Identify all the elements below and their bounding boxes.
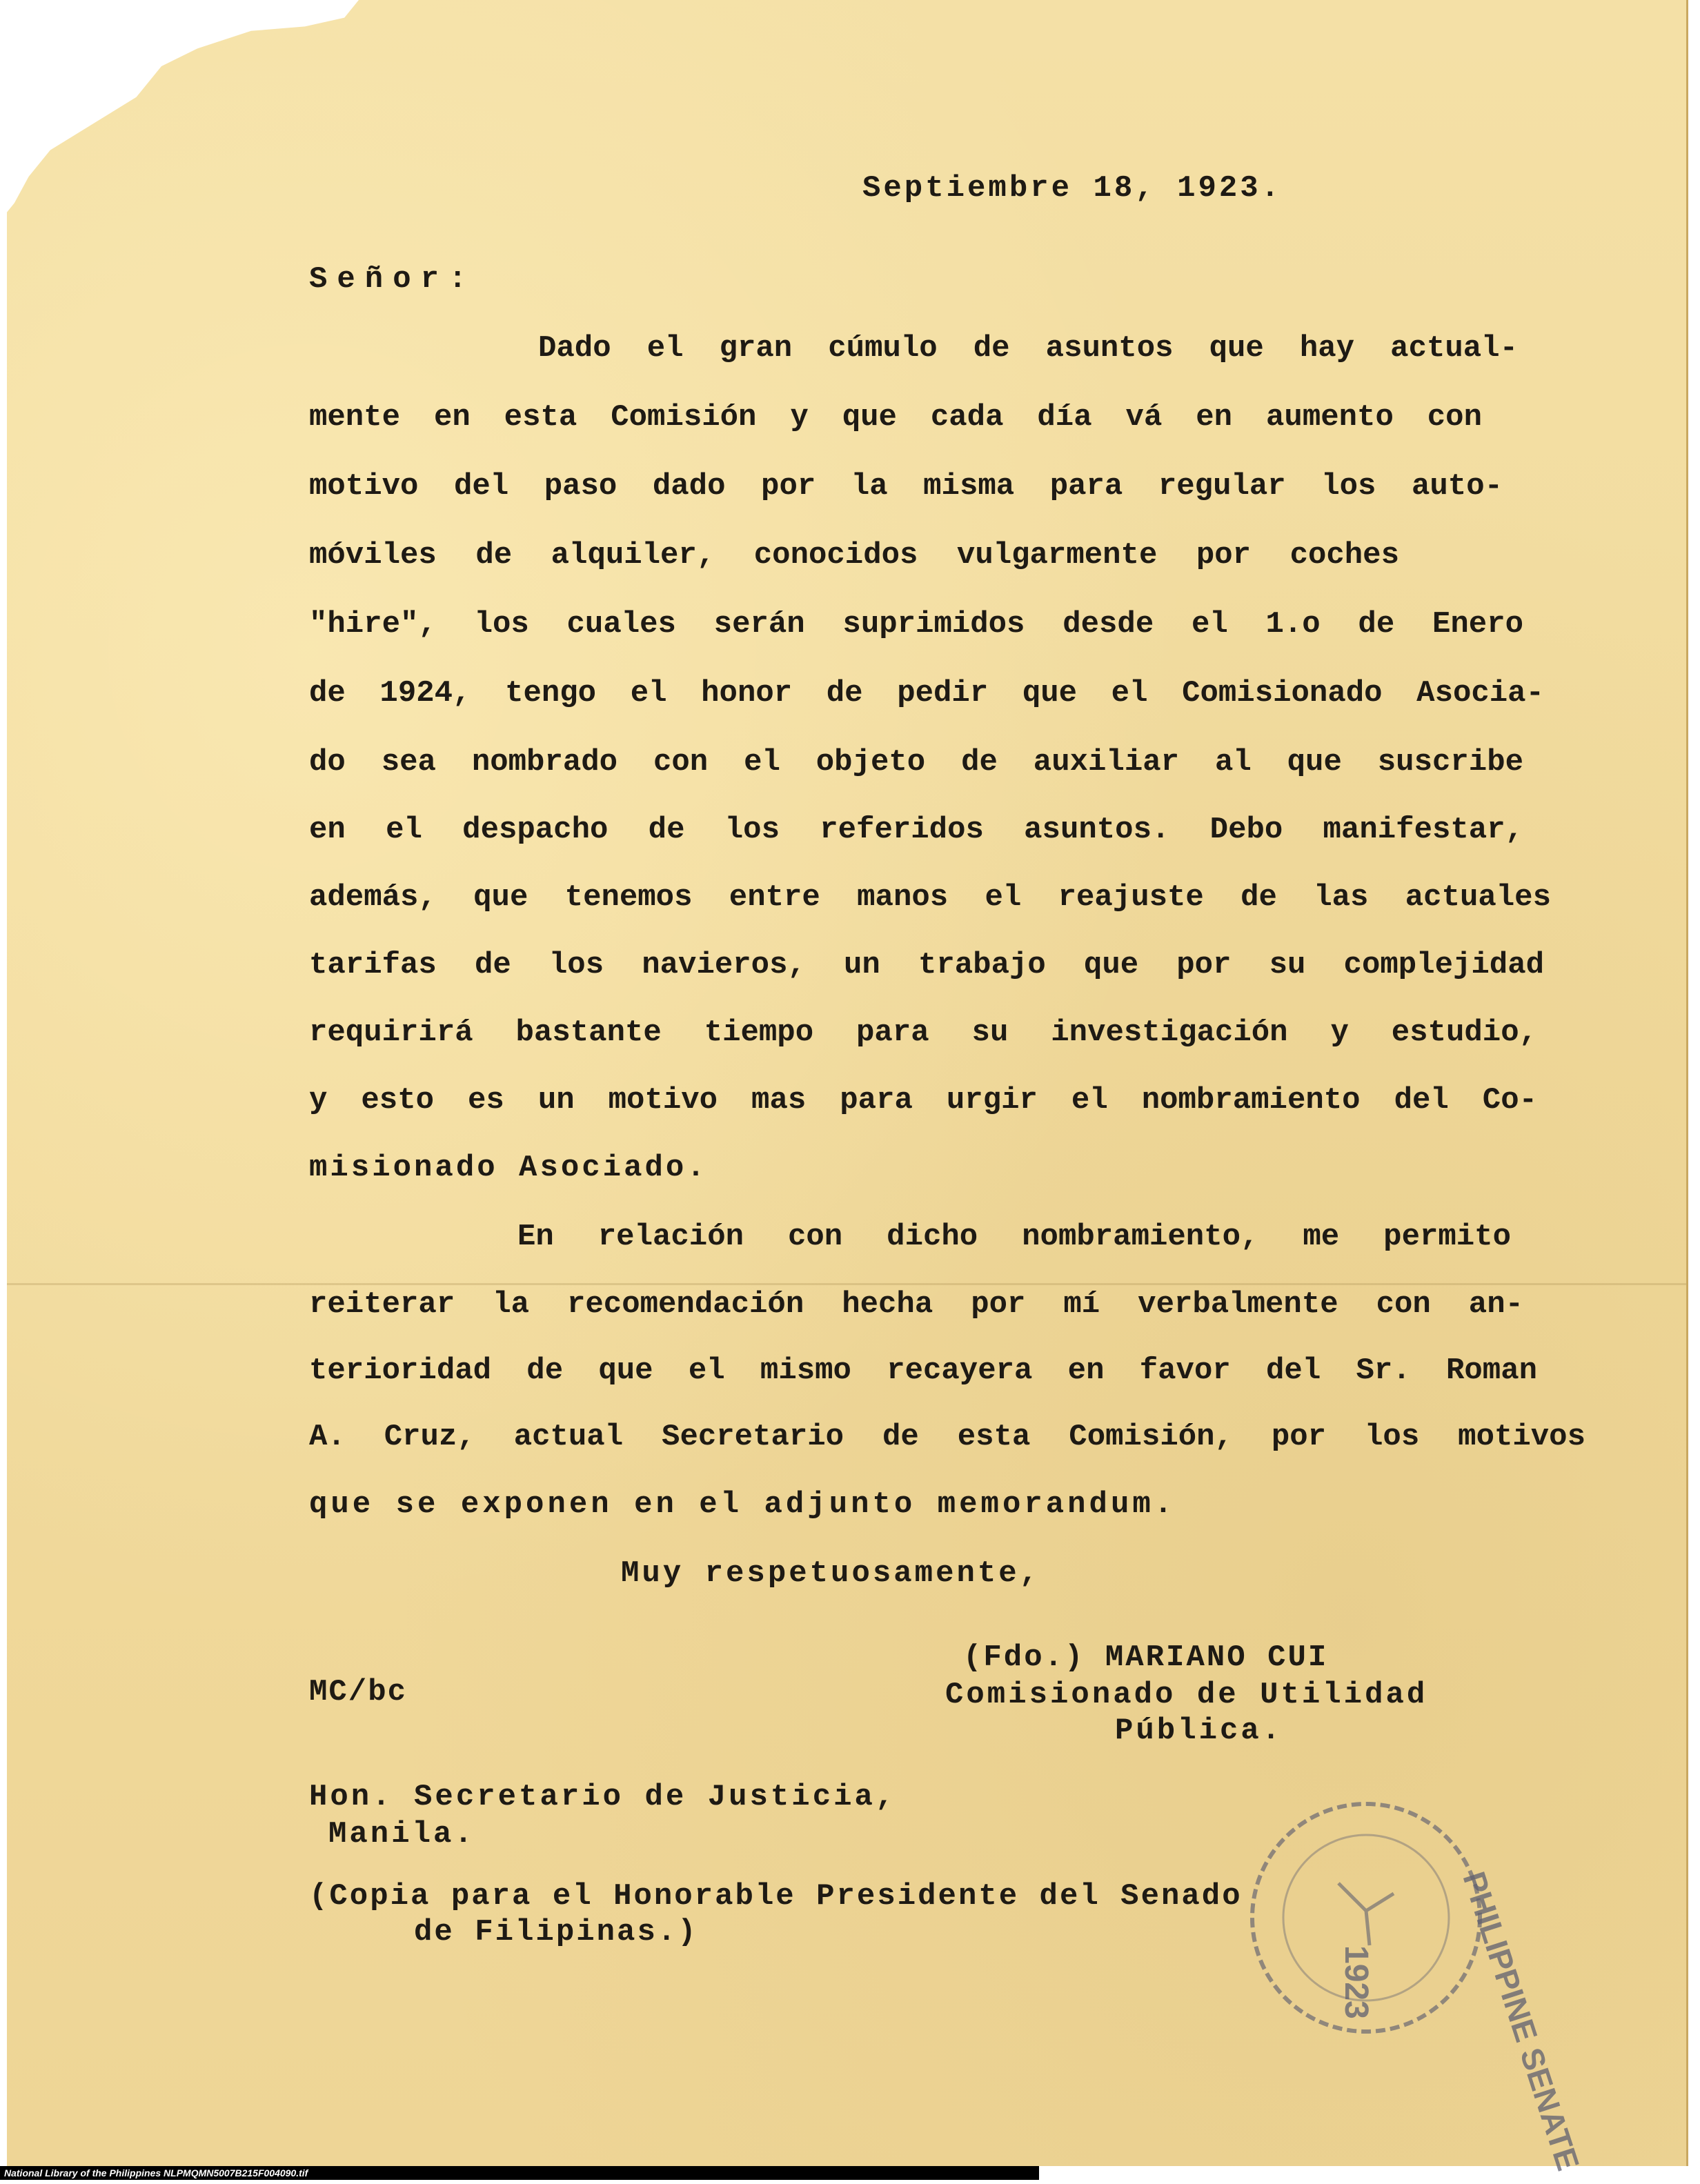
signer-title-cont: Pública. [1115,1714,1283,1748]
salutation: Señor: [309,262,477,297]
paragraph-2-line: A. Cruz, actual Secretario de esta Comisión, por los motivos [309,1420,1585,1454]
archive-footer: National Library of the Philippines NLPMQMN5007B215F004090.tif [0,2166,1039,2180]
paragraph-1-line: de 1924, tengo el honor de pedir que el Comisionado Asocia- [309,676,1544,711]
signer-title: Comisionado de Utilidad [945,1678,1428,1712]
paper-fold [7,1283,1686,1285]
closing: Muy respetuosamente, [621,1556,1041,1591]
paragraph-1-line: en el despacho de los referidos asuntos. Debo manifestar, [309,813,1523,847]
received-stamp [1090,1738,1587,2175]
signature: (Fdo.) MARIANO CUI [963,1640,1329,1675]
paragraph-1-line: además, que tenemos entre manos el reajuste de las actuales [309,880,1551,915]
copy-note: (Copia para el Honorable Presidente del Senado [309,1879,1243,1914]
initials: MC/bc [309,1675,408,1709]
paragraph-1-line: motivo del paso dado por la misma para regular los auto- [309,469,1503,504]
paragraph-1-line: do sea nombrado con el objeto de auxiliar al que suscribe [309,745,1523,780]
paragraph-1-line: "hire", los cuales serán suprimidos desde el 1.o de Enero [309,607,1523,642]
stamp-text: PHILIPPINE SENATE [1456,1867,1587,2175]
paragraph-1-line: móviles de alquiler, conocidos vulgarmente por coches [309,538,1399,573]
addressee-city: Manila. [328,1817,475,1852]
paragraph-1-line: y esto es un motivo mas para urgir el nombramiento del Co- [309,1083,1537,1118]
paragraph-2-line: que se exponen en el adjunto memorandum. [309,1487,1176,1522]
stamp-clock-hands [1338,1883,1394,1945]
paragraph-1-line: Dado el gran cúmulo de asuntos que hay actual- [538,331,1518,366]
paragraph-2-line: terioridad de que el mismo recayera en favor del Sr. Roman [309,1353,1537,1388]
copy-note-cont: de Filipinas.) [414,1915,698,1949]
letter-date: Septiembre 18, 1923. [862,171,1283,206]
paragraph-2-line: reiterar la recomendación hecha por mí verbalmente con an- [309,1287,1523,1322]
paragraph-1-line: tarifas de los navieros, un trabajo que por su complejidad [309,948,1544,982]
stamp-year: 1923 [1338,1945,1374,2019]
paragraph-1-line: misionado Asociado. [309,1151,708,1185]
paragraph-1-line: requirirá bastante tiempo para su investigación y estudio, [309,1015,1537,1050]
paragraph-2-line: En relación con dicho nombramiento, me permito [517,1220,1511,1254]
paragraph-1-line: mente en esta Comisión y que cada día vá en aumento con [309,400,1482,435]
addressee: Hon. Secretario de Justicia, [309,1780,897,1814]
